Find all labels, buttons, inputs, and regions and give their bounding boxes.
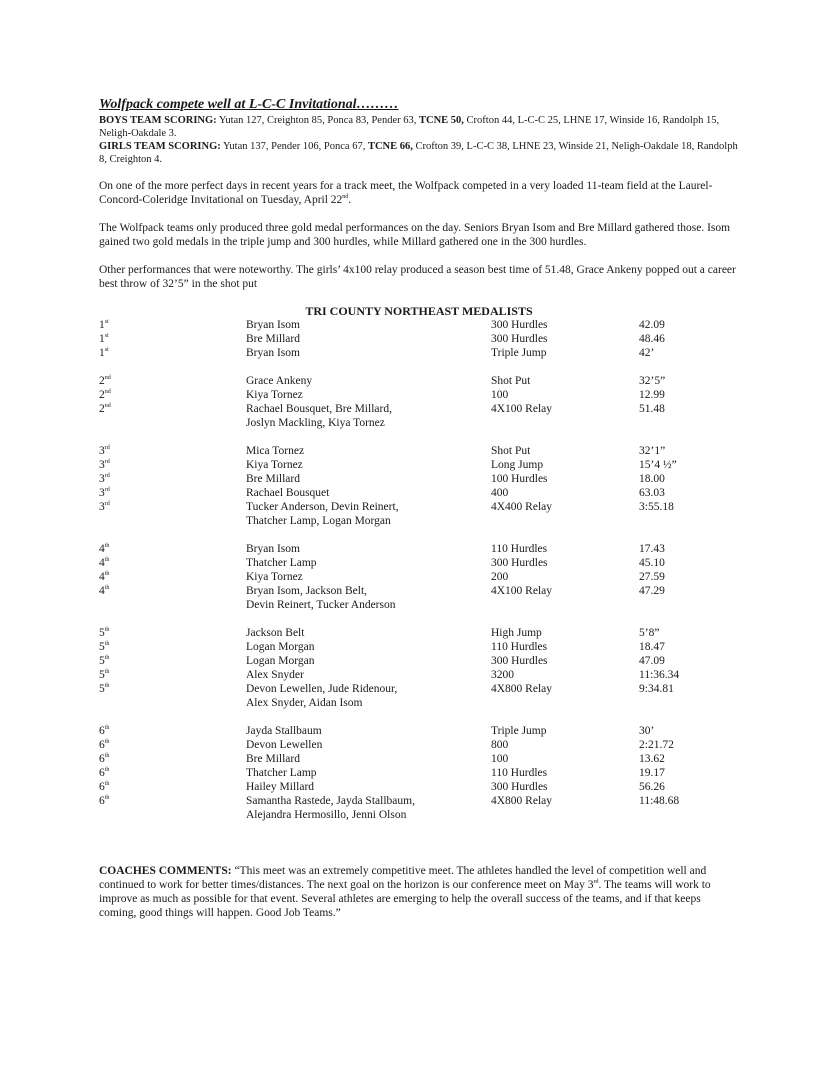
mark-cell: 51.48 [639, 403, 665, 415]
event-cell: 4X800 Relay [491, 683, 553, 695]
place-suffix: st [104, 333, 109, 340]
athlete-line: Rachael Bousquet [246, 487, 330, 499]
place-number: 5 [99, 641, 105, 653]
athlete-line: Logan Morgan [246, 641, 315, 653]
table-row [99, 794, 739, 822]
table-row [99, 640, 739, 654]
place-suffix: th [104, 571, 110, 578]
athlete-line: Devon Lewellen [246, 739, 323, 751]
place-cell [99, 682, 246, 710]
medal-group [99, 724, 739, 822]
place-cell [99, 542, 246, 556]
place-suffix: th [104, 655, 110, 662]
event-cell: 300 Hurdles [491, 319, 548, 331]
event-cell: Triple Jump [491, 347, 547, 359]
place-number: 3 [99, 487, 105, 499]
athlete-line: Alex Snyder [246, 669, 304, 681]
place-number: 1 [99, 347, 105, 359]
table-row [99, 332, 739, 346]
mark-cell: 13.62 [639, 753, 665, 765]
athlete-line: Rachael Bousquet, Bre Millard, [246, 403, 392, 415]
athletes-cell [246, 640, 491, 654]
noteworthy-paragraph: Other performances that were noteworthy. The girls’ 4x100 relay produced a season best time of 51.48, Grace Ankeny popped out a career best throw of 32’5” in the shot put [99, 264, 736, 290]
place-suffix: th [104, 795, 110, 802]
athlete-line: Bre Millard [246, 753, 300, 765]
table-row [99, 654, 739, 668]
athletes-cell [246, 738, 491, 752]
medal-group [99, 374, 739, 430]
place-cell [99, 724, 246, 738]
place-number: 6 [99, 725, 105, 737]
athlete-line: Kiya Tornez [246, 389, 303, 401]
athletes-cell [246, 584, 491, 612]
athlete-line: Bryan Isom [246, 347, 300, 359]
event-cell: 110 Hurdles [491, 767, 548, 779]
table-row [99, 682, 739, 710]
place-cell [99, 444, 246, 458]
intro-paragraph [99, 179, 739, 207]
place-cell [99, 500, 246, 528]
event-cell: 100 Hurdles [491, 473, 548, 485]
place-suffix: th [104, 543, 110, 550]
place-suffix: th [104, 781, 110, 788]
table-row [99, 626, 739, 640]
coaches-comments-text-end: . The teams will work to improve as much as possible for that event. Several athletes are emerging to help the overall success of the teams, and if that keeps coming, good things will happen. Good Job Teams.” [99, 879, 711, 919]
headline: Wolfpack compete well at L-C-C Invitational……… [99, 97, 399, 112]
boys-team-scoring [99, 114, 739, 140]
table-row [99, 542, 739, 556]
athlete-line: Alejandra Hermosillo, Jenni Olson [246, 809, 407, 821]
place-suffix: st [104, 319, 109, 326]
athletes-cell [246, 402, 491, 430]
coaches-comments-date-suffix: rd [593, 879, 599, 886]
place-cell [99, 402, 246, 430]
mark-cell: 45.10 [639, 557, 665, 569]
athlete-line: Hailey Millard [246, 781, 315, 793]
boys-scoring-tcne: TCNE 50, [418, 115, 464, 126]
athlete-line: Thatcher Lamp, Logan Morgan [246, 515, 391, 527]
athletes-cell [246, 682, 491, 710]
place-suffix: rd [104, 473, 110, 480]
gold-medal-paragraph: The Wolfpack teams only produced three gold medal performances on the day. Seniors Bryan Isom and Bre Millard gathered those. Isom gained two gold medals in the triple jump and 300 hurdles, while Millard gathered one in the 300 hurdles. [99, 222, 731, 248]
place-suffix: th [104, 767, 110, 774]
event-cell: 100 [491, 753, 509, 765]
mark-cell: 3:55.18 [639, 501, 674, 513]
intro-text: On one of the more perfect days in recent years for a track meet, the Wolfpack competed in a very loaded 11-team field at the Laurel-Concord-Coleridge Invitational on Tuesday, April 22 [99, 180, 713, 206]
mark-cell: 56.26 [639, 781, 665, 793]
athlete-line: Bre Millard [246, 333, 300, 345]
boys-scoring-post: Crofton 44, L-C-C 25, LHNE 17, Winside 16, Randolph 15, Neligh-Oakdale 3. [99, 115, 720, 139]
girls-team-scoring [99, 140, 739, 166]
event-cell: 300 Hurdles [491, 655, 548, 667]
table-row [99, 570, 739, 584]
athletes-cell [246, 444, 491, 458]
event-cell: Shot Put [491, 375, 531, 387]
mark-cell: 18.47 [639, 641, 665, 653]
place-suffix: rd [104, 445, 110, 452]
athletes-cell [246, 626, 491, 640]
athlete-line: Thatcher Lamp [246, 557, 317, 569]
event-cell: 4X400 Relay [491, 501, 553, 513]
mark-cell: 27.59 [639, 571, 665, 583]
place-suffix: th [104, 641, 110, 648]
place-suffix: nd [104, 403, 111, 410]
medalists-table-title: TRI COUNTY NORTHEAST MEDALISTS [305, 304, 533, 318]
girls-scoring-pre: Yutan 137, Pender 106, Ponca 67, [223, 141, 366, 152]
place-suffix: th [104, 753, 110, 760]
athletes-cell [246, 570, 491, 584]
girls-scoring-tcne: TCNE 66, [367, 141, 413, 152]
mark-cell: 32’5” [639, 375, 666, 387]
medal-group [99, 542, 739, 612]
athlete-line: Bryan Isom, Jackson Belt, [246, 585, 368, 597]
mark-cell: 48.46 [639, 333, 665, 345]
event-cell: 4X100 Relay [491, 585, 553, 597]
table-row [99, 374, 739, 388]
place-cell [99, 584, 246, 612]
athletes-cell [246, 500, 491, 528]
place-cell [99, 472, 246, 486]
table-row [99, 318, 739, 332]
place-cell [99, 374, 246, 388]
place-number: 6 [99, 753, 105, 765]
event-cell: 300 Hurdles [491, 333, 548, 345]
athletes-cell [246, 332, 491, 346]
place-cell [99, 626, 246, 640]
place-number: 3 [99, 501, 105, 513]
event-cell: 300 Hurdles [491, 557, 548, 569]
medal-group [99, 444, 739, 528]
mark-cell: 47.29 [639, 585, 665, 597]
athlete-line: Logan Morgan [246, 655, 315, 667]
place-cell [99, 766, 246, 780]
place-number: 4 [99, 571, 105, 583]
place-number: 1 [99, 333, 105, 345]
mark-cell: 30’ [639, 725, 655, 737]
mark-cell: 9:34.81 [639, 683, 674, 695]
athletes-cell [246, 472, 491, 486]
mark-cell: 63.03 [639, 487, 665, 499]
place-suffix: th [104, 669, 110, 676]
place-cell [99, 346, 246, 360]
athlete-line: Samantha Rastede, Jayda Stallbaum, [246, 795, 415, 807]
place-cell [99, 318, 246, 332]
place-suffix: rd [104, 459, 110, 466]
table-row [99, 458, 739, 472]
place-number: 2 [99, 403, 105, 415]
table-row [99, 486, 739, 500]
mark-cell: 5’8” [639, 627, 660, 639]
event-cell: Triple Jump [491, 725, 547, 737]
event-cell: 4X800 Relay [491, 795, 553, 807]
place-cell [99, 332, 246, 346]
table-row [99, 584, 739, 612]
place-suffix: th [104, 557, 110, 564]
mark-cell: 47.09 [639, 655, 665, 667]
table-row [99, 472, 739, 486]
athletes-cell [246, 794, 491, 822]
place-number: 2 [99, 375, 105, 387]
event-cell: 200 [491, 571, 509, 583]
table-row [99, 346, 739, 360]
athletes-cell [246, 542, 491, 556]
athlete-line: Thatcher Lamp [246, 767, 317, 779]
athlete-line: Devon Lewellen, Jude Ridenour, [246, 683, 398, 695]
boys-scoring-label: BOYS TEAM SCORING: [99, 115, 217, 126]
intro-date-suffix: nd [342, 194, 349, 201]
place-suffix: th [104, 683, 110, 690]
place-number: 4 [99, 557, 105, 569]
athletes-cell [246, 724, 491, 738]
athlete-line: Kiya Tornez [246, 459, 303, 471]
athletes-cell [246, 556, 491, 570]
girls-scoring-post: Crofton 39, L-C-C 38, LHNE 23, Winside 21, Neligh-Oakdale 18, Randolph 8, Creighton 4. [99, 141, 738, 165]
athletes-cell [246, 668, 491, 682]
place-number: 3 [99, 459, 105, 471]
athlete-line: Grace Ankeny [246, 375, 313, 387]
mark-cell: 19.17 [639, 767, 665, 779]
table-row [99, 402, 739, 430]
athlete-line: Joslyn Mackling, Kiya Tornez [246, 417, 385, 429]
place-number: 5 [99, 655, 105, 667]
place-cell [99, 640, 246, 654]
table-row [99, 724, 739, 738]
athlete-line: Kiya Tornez [246, 571, 303, 583]
table-row [99, 388, 739, 402]
mark-cell: 11:36.34 [639, 669, 680, 681]
table-row [99, 444, 739, 458]
place-cell [99, 780, 246, 794]
athlete-line: Mica Tornez [246, 445, 305, 457]
event-cell: Shot Put [491, 445, 531, 457]
place-suffix: th [104, 585, 110, 592]
table-row [99, 500, 739, 528]
place-cell [99, 388, 246, 402]
table-row [99, 668, 739, 682]
place-suffix: nd [104, 375, 111, 382]
boys-scoring-pre: Yutan 127, Creighton 85, Ponca 83, Pender 63, [218, 115, 417, 126]
coaches-comments [99, 864, 739, 920]
intro-end: . [348, 194, 352, 206]
event-cell: 110 Hurdles [491, 641, 548, 653]
athletes-cell [246, 374, 491, 388]
mark-cell: 12.99 [639, 389, 665, 401]
table-row [99, 738, 739, 752]
athlete-line: Alex Snyder, Aidan Isom [246, 697, 363, 709]
event-cell: 300 Hurdles [491, 781, 548, 793]
place-cell [99, 794, 246, 822]
coaches-comments-label: COACHES COMMENTS: [99, 865, 232, 877]
mark-cell: 18.00 [639, 473, 665, 485]
table-row [99, 780, 739, 794]
place-cell [99, 458, 246, 472]
place-suffix: th [104, 739, 110, 746]
event-cell: 100 [491, 389, 509, 401]
athlete-line: Devin Reinert, Tucker Anderson [246, 599, 396, 611]
place-number: 3 [99, 445, 105, 457]
event-cell: 4X100 Relay [491, 403, 553, 415]
place-number: 5 [99, 669, 105, 681]
place-number: 1 [99, 319, 105, 331]
mark-cell: 15’4 ½” [639, 459, 677, 471]
mark-cell: 11:48.68 [639, 795, 680, 807]
place-suffix: th [104, 627, 110, 634]
mark-cell: 2:21.72 [639, 739, 674, 751]
place-number: 6 [99, 781, 105, 793]
event-cell: 110 Hurdles [491, 543, 548, 555]
event-cell: 3200 [491, 669, 514, 681]
place-cell [99, 752, 246, 766]
place-suffix: st [104, 347, 109, 354]
place-number: 6 [99, 767, 105, 779]
place-number: 5 [99, 627, 105, 639]
athletes-cell [246, 346, 491, 360]
place-number: 4 [99, 543, 105, 555]
place-suffix: rd [104, 501, 110, 508]
athletes-cell [246, 388, 491, 402]
place-number: 2 [99, 389, 105, 401]
place-cell [99, 486, 246, 500]
athlete-line: Bryan Isom [246, 543, 300, 555]
athletes-cell [246, 654, 491, 668]
place-number: 3 [99, 473, 105, 485]
table-row [99, 752, 739, 766]
medal-group [99, 626, 739, 710]
athlete-line: Bre Millard [246, 473, 300, 485]
place-suffix: th [104, 725, 110, 732]
place-cell [99, 570, 246, 584]
mark-cell: 17.43 [639, 543, 665, 555]
table-row [99, 766, 739, 780]
athletes-cell [246, 766, 491, 780]
place-cell [99, 668, 246, 682]
athletes-cell [246, 458, 491, 472]
athlete-line: Tucker Anderson, Devin Reinert, [246, 501, 399, 513]
mark-cell: 42’ [639, 347, 655, 359]
medal-group [99, 318, 739, 360]
girls-scoring-label: GIRLS TEAM SCORING: [99, 141, 221, 152]
event-cell: Long Jump [491, 459, 544, 471]
mark-cell: 32’1” [639, 445, 666, 457]
event-cell: 800 [491, 739, 509, 751]
athlete-line: Jayda Stallbaum [246, 725, 322, 737]
coaches-comments-text: “This meet was an extremely competitive meet. The athletes handled the level of competition well and continued to work for better times/distances. The next goal on the horizon is our conference meet on May 3 [99, 865, 707, 891]
event-cell: 400 [491, 487, 509, 499]
place-cell [99, 654, 246, 668]
place-number: 6 [99, 739, 105, 751]
mark-cell: 42.09 [639, 319, 665, 331]
athletes-cell [246, 318, 491, 332]
table-row [99, 556, 739, 570]
place-number: 5 [99, 683, 105, 695]
place-number: 6 [99, 795, 105, 807]
place-cell [99, 738, 246, 752]
athlete-line: Jackson Belt [246, 627, 305, 639]
event-cell: High Jump [491, 627, 542, 639]
athletes-cell [246, 780, 491, 794]
place-suffix: rd [104, 487, 110, 494]
athletes-cell [246, 752, 491, 766]
place-suffix: nd [104, 389, 111, 396]
place-number: 4 [99, 585, 105, 597]
athlete-line: Bryan Isom [246, 319, 300, 331]
medalists-table [99, 318, 739, 836]
athletes-cell [246, 486, 491, 500]
place-cell [99, 556, 246, 570]
